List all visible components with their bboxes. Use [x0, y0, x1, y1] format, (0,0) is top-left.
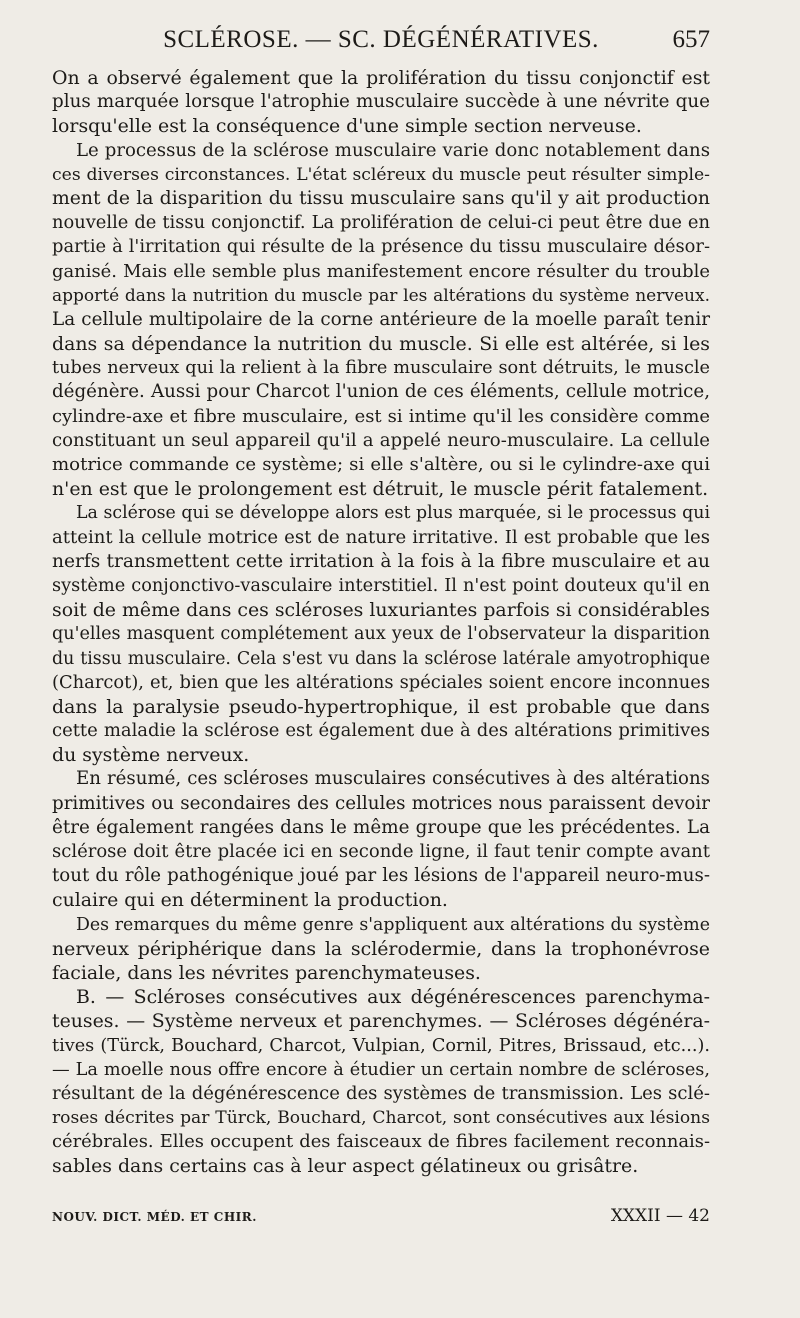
- text-line: soit de même dans ces scléroses luxuriantes parfois si considérables: [52, 599, 710, 622]
- text-line: faciale, dans les névrites parenchymateuses.: [52, 961, 481, 984]
- text-line: tives (Türck, Bouchard, Charcot, Vulpian, Cornil, Pitres, Brissaud, etc...).: [52, 1035, 710, 1056]
- text-line: nerveux périphérique dans la sclérodermie, dans la trophonévrose: [52, 937, 710, 960]
- text-line: En résumé, ces scléroses musculaires consécutives à des altérations: [76, 768, 710, 790]
- text-line: système conjonctivo-vasculaire interstitiel. Il n'est point douteux qu'il en: [52, 575, 710, 596]
- text-line: La sclérose qui se développe alors est plus marquée, si le processus qui: [76, 503, 710, 524]
- text-line: B. — Scléroses consécutives aux dégénérescences parenchyma-: [76, 986, 710, 1009]
- footer-signature: XXXII — 42: [610, 1206, 710, 1226]
- text-line: nouvelle de tissu conjonctif. La prolifération de celui-ci peut être due en: [52, 212, 710, 234]
- text-line: atteint la cellule motrice est de nature irritative. Il est probable que les: [52, 526, 710, 548]
- text-line: cérébrales. Elles occupent des faisceaux de fibres facilement reconnais-: [52, 1131, 710, 1153]
- text-line: apporté dans la nutrition du muscle par les altérations du système nerveux.: [52, 285, 710, 306]
- text-line: Des remarques du même genre s'appliquent aux altérations du système: [76, 914, 710, 935]
- text-line: résultant de la dégénérescence des systèmes de transmission. Les sclé-: [52, 1082, 710, 1104]
- text-line: teuses. — Système nerveux et parenchymes. — Scléroses dégénéra-: [52, 1010, 710, 1033]
- text-line: dégénère. Aussi pour Charcot l'union de ces éléments, cellule motrice,: [52, 381, 710, 403]
- text-line: tubes nerveux qui la relient à la fibre musculaire sont détruits, le muscle: [52, 358, 710, 379]
- text-line: plus marquée lorsque l'atrophie musculaire succède à une névrite que: [52, 91, 710, 113]
- page-footer: [52, 1206, 710, 1228]
- text-line: n'en est que le prolongement est détruit, le muscle périt fatalement.: [52, 478, 709, 501]
- text-line: ment de la disparition du tissu musculaire sans qu'il y ait production: [52, 187, 710, 209]
- text-line: La cellule multipolaire de la corne antérieure de la moelle paraît tenir: [52, 308, 710, 330]
- body-text: [52, 66, 710, 1179]
- text-line: — La moelle nous offre encore à étudier un certain nombre de scléroses,: [52, 1059, 710, 1080]
- text-line: qu'elles masquent complétement aux yeux de l'observateur la disparition: [52, 624, 710, 645]
- text-line: primitives ou secondaires des cellules motrices nous paraissent devoir: [52, 792, 710, 814]
- text-line: Le processus de la sclérose musculaire varie donc notablement dans: [76, 139, 710, 161]
- running-header: [52, 26, 710, 56]
- text-line: motrice commande ce système; si elle s'altère, ou si le cylindre-axe qui: [52, 454, 710, 475]
- text-line: roses décrites par Türck, Bouchard, Charcot, sont consécutives aux lésions: [52, 1108, 710, 1129]
- page-number: 657: [672, 26, 710, 53]
- text-line: dans sa dépendance la nutrition du muscle. Si elle est altérée, si les: [52, 333, 710, 356]
- text-line: du tissu musculaire. Cela s'est vu dans la sclérose latérale amyotrophique: [52, 648, 710, 669]
- text-line: du système nerveux.: [52, 744, 250, 767]
- text-line: être également rangées dans le même groupe que les précédentes. La: [52, 816, 710, 838]
- text-line: lorsqu'elle est la conséquence d'une simple section nerveuse.: [52, 115, 642, 138]
- text-line: nerfs transmettent cette irritation à la fois à la fibre musculaire et au: [52, 550, 710, 572]
- text-line: sables dans certains cas à leur aspect gélatineux ou grisâtre.: [52, 1155, 639, 1178]
- text-line: cylindre-axe et fibre musculaire, est si intime qu'il les considère comme: [52, 405, 710, 427]
- text-line: culaire qui en déterminent la production.: [52, 889, 448, 912]
- footer-publication: NOUV. DICT. MÉD. ET CHIR.: [52, 1210, 257, 1224]
- text-line: ganisé. Mais elle semble plus manifestement encore résulter du trouble: [52, 260, 710, 282]
- text-line: (Charcot), et, bien que les altérations spéciales soient encore inconnues: [52, 671, 710, 693]
- text-line: cette maladie la sclérose est également due à des altérations primitives: [52, 720, 710, 742]
- text-line: sclérose doit être placée ici en seconde ligne, il faut tenir compte avant: [52, 841, 710, 862]
- text-line: ces diverses circonstances. L'état scléreux du muscle peut résulter simple-: [52, 164, 710, 185]
- text-line: dans la paralysie pseudo-hypertrophique, il est probable que dans: [52, 695, 710, 718]
- text-line: partie à l'irritation qui résulte de la présence du tissu musculaire désor-: [52, 236, 710, 258]
- text-line: On a observé également que la prolifération du tissu conjonctif est: [52, 67, 710, 89]
- text-line: tout du rôle pathogénique joué par les lésions de l'appareil neuro-mus-: [52, 865, 710, 887]
- text-line: constituant un seul appareil qu'il a appelé neuro-musculaire. La cellule: [52, 429, 710, 451]
- running-title: SCLÉROSE. — SC. DÉGÉNÉRATIVES.: [163, 26, 599, 53]
